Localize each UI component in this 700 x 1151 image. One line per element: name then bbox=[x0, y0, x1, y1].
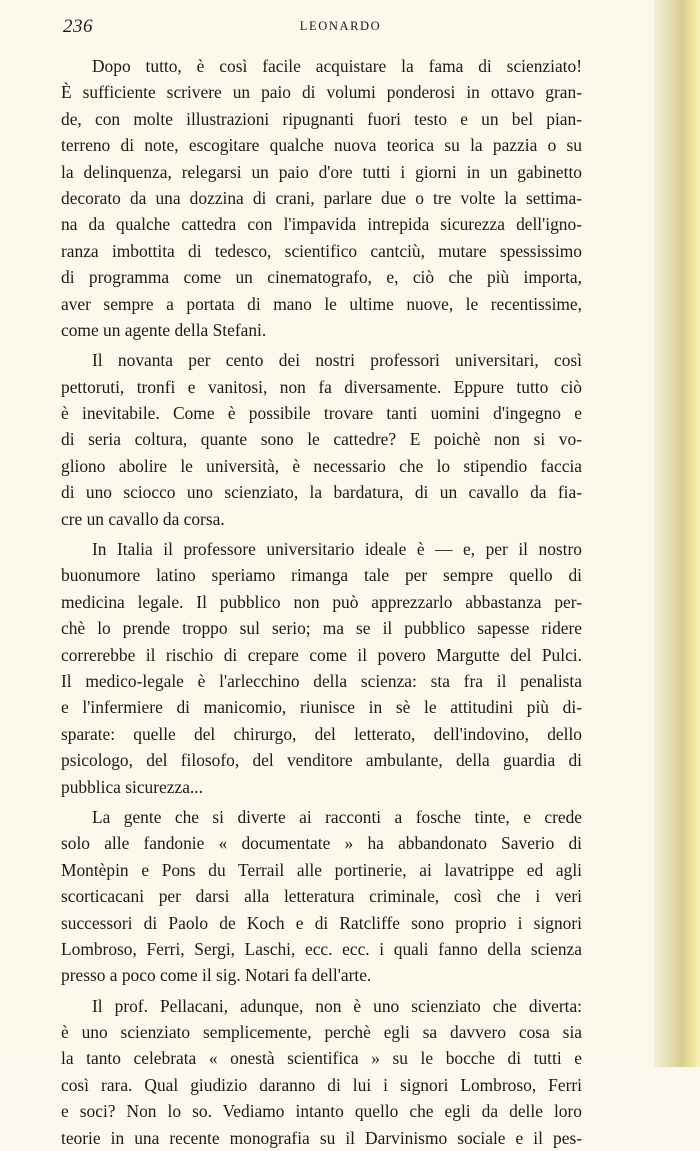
text-line: psicologo, del filosofo, del venditore ambulante, della guardia di bbox=[61, 750, 582, 771]
text-line: è inevitabile. Come è possibile trovare tanti uomini d'ingegno e bbox=[61, 403, 582, 424]
page-spine-shadow bbox=[654, 0, 700, 1067]
text-line: teorie in una recente monografia su il Darvinismo sociale e il pes- bbox=[61, 1127, 582, 1148]
paragraph bbox=[61, 347, 582, 532]
text-line: aver sempre a portata di mano le ultime nuove, le recentissime, bbox=[61, 293, 582, 314]
text-line: medicina legale. Il pubblico non può apprezzarlo abbastanza per- bbox=[61, 591, 582, 612]
text-line: È sufficiente scrivere un paio di volumi ponderosi in ottavo gran- bbox=[61, 82, 582, 103]
page-header bbox=[63, 16, 618, 40]
text-line: di programma come un cinematografo, e, ciò che più importa, bbox=[61, 267, 582, 288]
text-line: successori di Paolo de Koch e di Ratcliffe sono proprio i signori bbox=[61, 912, 582, 933]
text-line: Il medico-legale è l'arlecchino della scienza: sta fra il penalista bbox=[61, 670, 582, 691]
text-line: cre un cavallo da corsa. bbox=[61, 508, 225, 529]
text-line: terreno di note, escogitare qualche nuova teorica su la pazzia o su bbox=[61, 135, 582, 156]
text-line: come un agente della Stefani. bbox=[61, 319, 267, 340]
text-line: la delinquenza, relegarsi un paio d'ore tutti i giorni in un gabinetto bbox=[61, 161, 582, 182]
text-line: scorticacani per darsi alla letteratura criminale, così che i veri bbox=[61, 886, 582, 907]
text-line: chè lo prende troppo sul serio; ma se il pubblico sapesse ridere bbox=[61, 618, 582, 639]
text-line: di seria coltura, quante sono le cattedre? E poichè non si vo- bbox=[61, 429, 582, 450]
text-line: na da qualche cattedra con l'impavida intrepida sicurezza dell'igno- bbox=[61, 214, 582, 235]
text-line: presso a poco come il sig. Notari fa dell'arte. bbox=[61, 965, 372, 986]
text-line: la tanto celebrata « onestà scientifica » su le bocche di tutti e bbox=[61, 1048, 582, 1069]
page-number: 236 bbox=[63, 16, 93, 37]
text-line: sparate: quelle del chirurgo, del letterato, dell'indovino, dello bbox=[61, 723, 582, 744]
text-line: ranza imbottita di tedesco, scientifico cantciù, mutare spessissimo bbox=[61, 240, 582, 261]
text-line: Il prof. Pellacani, adunque, non è uno scienziato che diverta: bbox=[92, 995, 582, 1016]
text-line: pettoruti, tronfi e vanitosi, non fa diversamente. Eppure tutto ciò bbox=[61, 376, 582, 397]
running-head: LEONARDO bbox=[299, 19, 382, 33]
text-line: Lombroso, Ferri, Sergi, Laschi, ecc. ecc. i quali fanno della scienza bbox=[61, 938, 582, 959]
text-line: correrebbe il rischio di crepare come il povero Margutte del Pulci. bbox=[61, 644, 582, 665]
text-line: e soci? Non lo so. Vediamo intanto quello che egli da delle loro bbox=[61, 1101, 582, 1122]
text-line: gliono abolire le università, è necessario che lo stipendio faccia bbox=[61, 455, 582, 476]
paragraph bbox=[61, 804, 582, 989]
text-line: decorato da una dozzina di crani, parlare due o tre volte la settima- bbox=[61, 187, 582, 208]
paragraph bbox=[61, 53, 582, 343]
text-line: e l'infermiere di manicomio, riunisce in sè le attitudini più di- bbox=[61, 697, 582, 718]
text-line: di uno sciocco uno scienziato, la bardatura, di un cavallo da fia- bbox=[61, 482, 582, 503]
text-line: buonumore latino speriamo rimanga tale per sempre quello di bbox=[61, 565, 582, 586]
body-text bbox=[61, 53, 582, 1151]
text-line: pubblica sicurezza... bbox=[61, 776, 203, 797]
text-line: de, con molte illustrazioni ripugnanti fuori testo e un bel pian- bbox=[61, 108, 582, 129]
text-line: così rara. Qual giudizio daranno di lui i signori Lombroso, Ferri bbox=[61, 1074, 582, 1095]
text-line: La gente che si diverte ai racconti a fosche tinte, e crede bbox=[92, 806, 582, 827]
text-line: In Italia il professore universitario ideale è — e, per il nostro bbox=[92, 539, 582, 560]
text-line: solo alle fandonie « documentate » ha abbandonato Saverio di bbox=[61, 833, 582, 854]
text-line: è uno scienziato semplicemente, perchè egli sa davvero cosa sia bbox=[61, 1022, 582, 1043]
text-line: Montèpin e Pons du Terrail alle portinerie, ai lavatrippe ed agli bbox=[61, 859, 582, 880]
text-line: Dopo tutto, è così facile acquistare la fama di scienziato! bbox=[92, 56, 582, 76]
text-line: Il novanta per cento dei nostri professori universitari, così bbox=[92, 350, 582, 371]
paragraph bbox=[61, 993, 582, 1151]
paragraph bbox=[61, 536, 582, 800]
